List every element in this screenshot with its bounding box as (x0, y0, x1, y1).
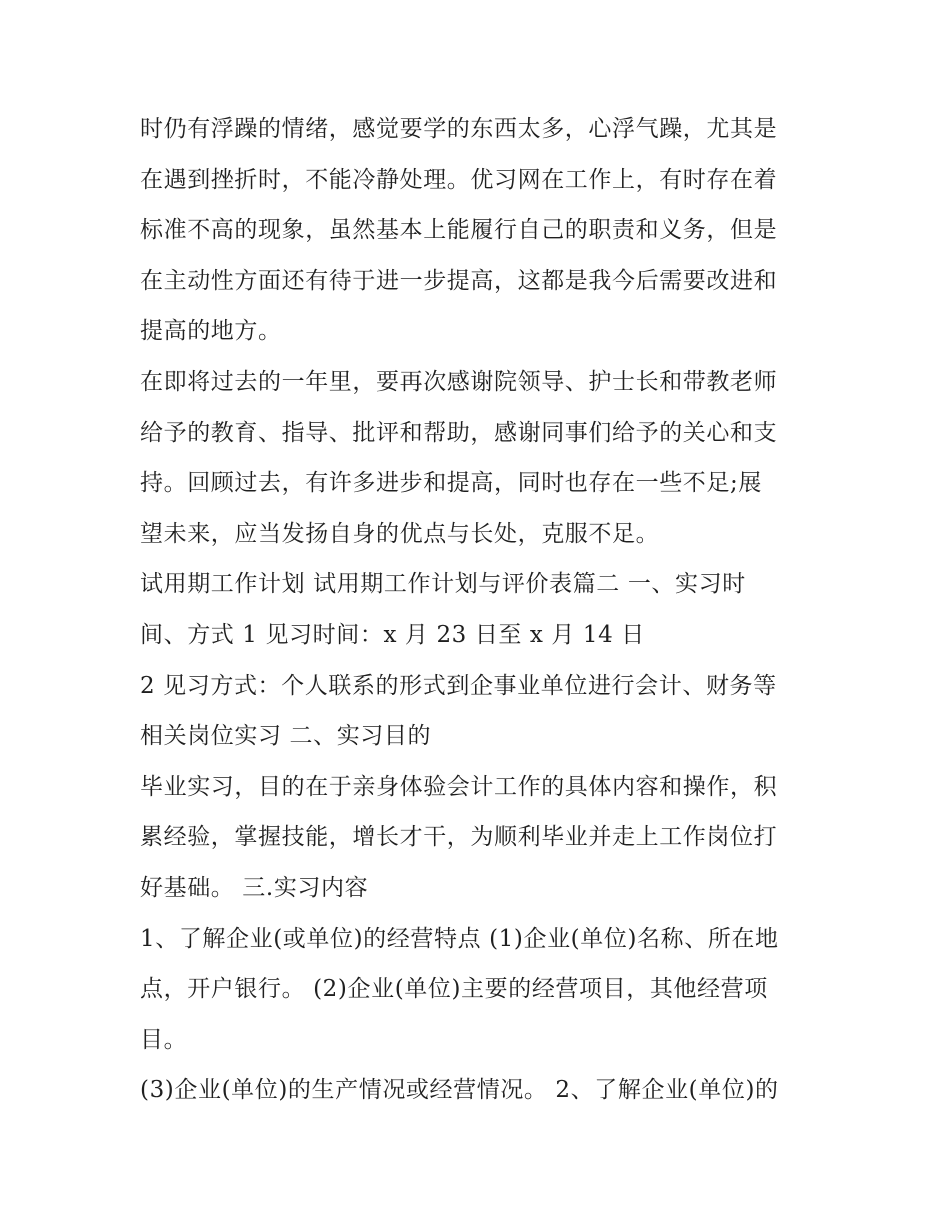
text-line: (3)企业(单位)的生产情况或经营情况。 2、了解企业(单位)的 (140, 1077, 779, 1104)
text-line: 标准不高的现象，虽然基本上能履行自己的职责和义务，但是 (140, 217, 778, 244)
paragraph-2 (140, 357, 820, 559)
paragraph-6 (140, 914, 820, 1066)
text-line: 毕业实习，目的在于亲身体验会计工作的具体内容和操作，积 (140, 773, 778, 800)
text-line: 提高的地方。 (140, 318, 282, 345)
text-line: 试用期工作计划 试用期工作计划与评价表篇二 一、实习时 (140, 571, 746, 598)
text-line: 在遇到挫折时，不能冷静处理。优习网在工作上，有时存在着 (140, 166, 778, 193)
text-line: 1、了解企业(或单位)的经营特点 (1)企业(单位)名称、所在地 (140, 925, 779, 952)
text-line: 给予的教育、指导、批评和帮助，感谢同事们给予的关心和支 (140, 419, 778, 446)
text-line: 时仍有浮躁的情绪，感觉要学的东西太多，心浮气躁，尤其是 (140, 116, 778, 142)
text-line: 持。回顾过去，有许多进步和提高，同时也存在一些不足;展 (140, 470, 762, 497)
paragraph-7 (140, 1065, 820, 1116)
document-body (140, 104, 820, 1116)
paragraph-4 (140, 661, 820, 762)
text-line: 相关岗位实习 二、实习目的 (140, 723, 432, 750)
paragraph-1 (140, 104, 820, 357)
text-line: 在主动性方面还有待于进一步提高，这都是我今后需要改进和 (140, 267, 778, 294)
paragraph-5 (140, 762, 820, 914)
text-line: 间、方式 1 见习时间：x 月 23 日至 x 月 14 日 (140, 621, 645, 648)
text-line: 在即将过去的一年里，要再次感谢院领导、护士长和带教老师 (140, 368, 778, 395)
text-line: 累经验，掌握技能，增长才干，为顺利毕业并走上工作岗位打 (140, 824, 778, 851)
text-line: 2 见习方式：个人联系的形式到企事业单位进行会计、财务等 (140, 672, 777, 699)
paragraph-3 (140, 559, 820, 660)
text-line: 目。 (140, 1026, 188, 1053)
text-line: 望未来，应当发扬自身的优点与长处，克服不足。 (140, 520, 660, 547)
text-line: 点，开户银行。 (2)企业(单位)主要的经营项目，其他经营项 (140, 976, 768, 1003)
text-line: 好基础。 三.实习内容 (140, 874, 369, 901)
